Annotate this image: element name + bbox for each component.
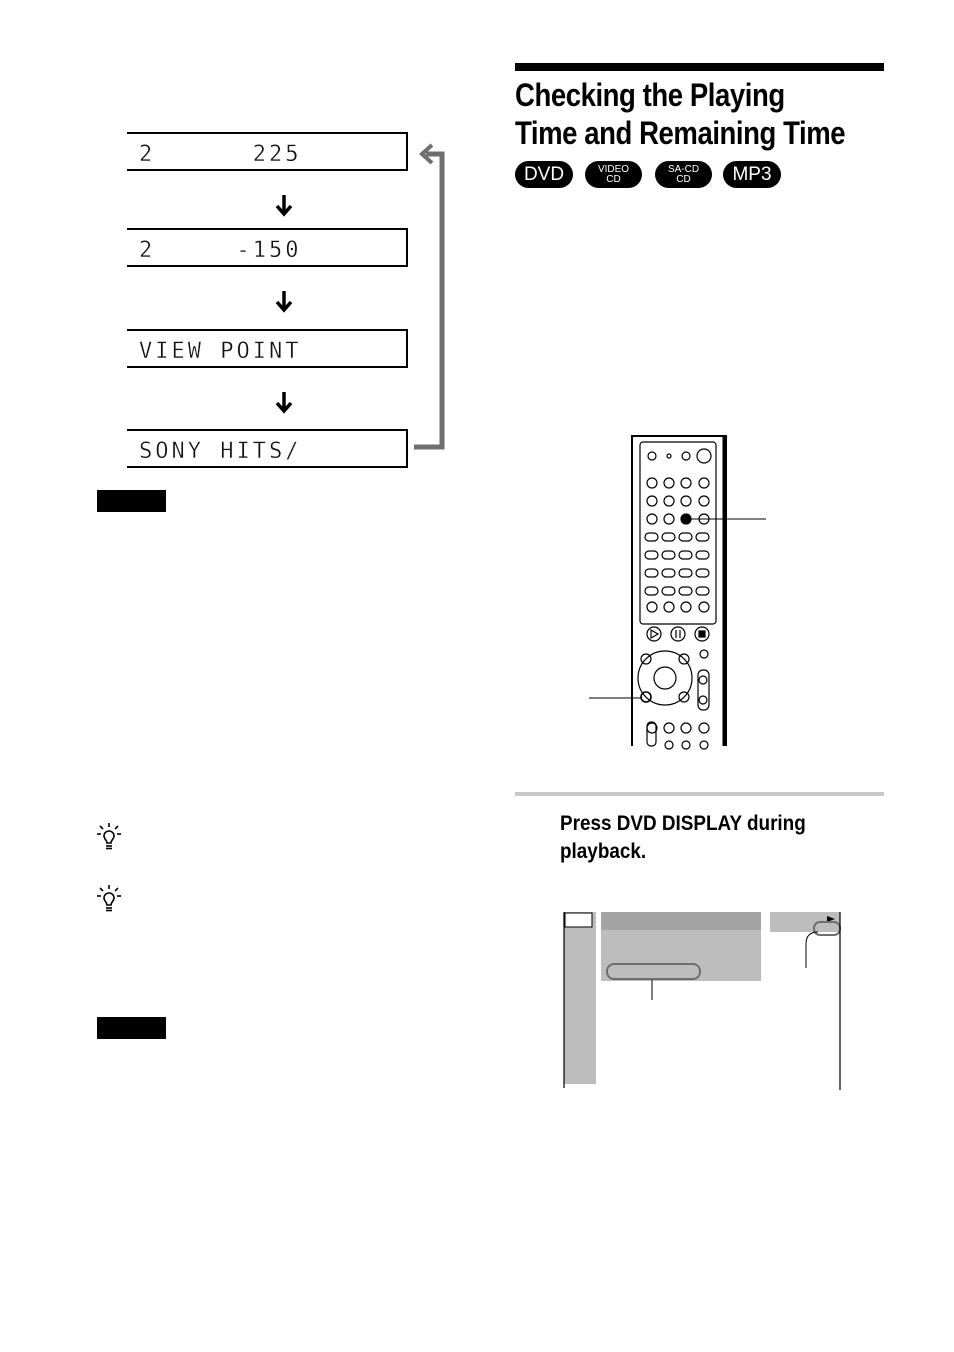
disc-badge-mp3 <box>723 161 781 188</box>
note-tag <box>97 1017 166 1039</box>
step-line: Press DVD DISPLAY during <box>560 812 806 835</box>
return-arrow-icon <box>412 140 452 455</box>
page-title-line: Time and Remaining Time <box>515 115 846 151</box>
display-text: SONY HITS/ <box>139 439 302 464</box>
display-text: VIEW POINT <box>139 339 302 364</box>
note-tag <box>97 490 166 512</box>
disc-badge-video-cd <box>585 161 642 188</box>
remote-control-illustration <box>580 430 780 750</box>
display-panel-3 <box>127 329 408 368</box>
tip-bulb-icon <box>96 884 122 914</box>
display-text: 2 225 <box>139 142 302 167</box>
badge-label-top: SA-CD <box>667 163 700 175</box>
badge-label-top: VIDEO <box>597 163 630 175</box>
display-panel-2 <box>127 228 408 267</box>
display-text: 2 -150 <box>139 238 302 263</box>
disc-badge-dvd <box>515 161 573 188</box>
disc-badge-sa-cd <box>655 161 712 188</box>
page-title-line: Checking the Playing <box>515 77 785 113</box>
step-line: playback. <box>560 840 647 863</box>
down-arrow-icon <box>274 289 294 313</box>
section-divider <box>515 792 884 796</box>
title-rule <box>515 63 884 71</box>
badge-label: CD <box>676 173 691 185</box>
step-instruction <box>560 810 848 866</box>
on-screen-display-illustration <box>560 908 850 1093</box>
badge-label: CD <box>606 173 621 185</box>
badge-label: MP3 <box>732 163 772 185</box>
tip-bulb-icon <box>96 822 122 852</box>
down-arrow-icon <box>274 193 294 217</box>
display-panel-4 <box>127 429 408 468</box>
display-panel-1 <box>127 132 408 171</box>
badge-label: DVD <box>523 163 565 185</box>
page-title <box>515 76 846 152</box>
down-arrow-icon <box>274 390 294 414</box>
